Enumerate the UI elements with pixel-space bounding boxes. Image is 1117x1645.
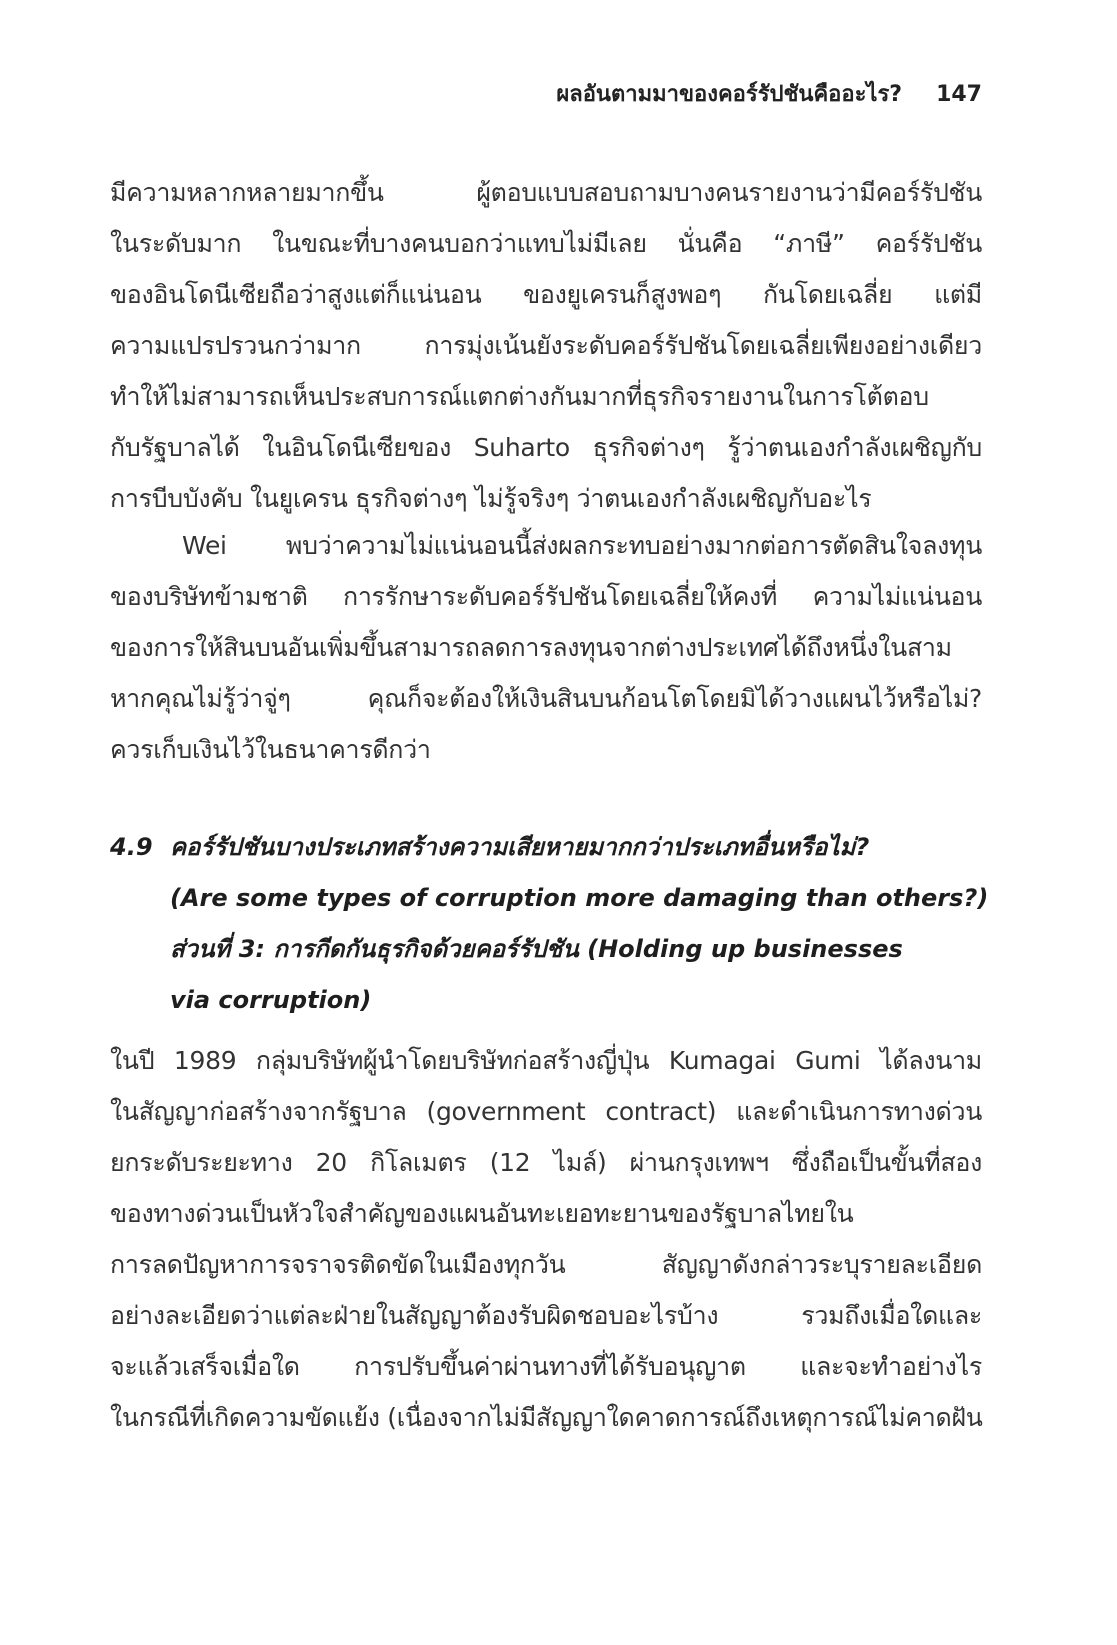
text-line: ทำให้ไม่สามารถเห็นประสบการณ์แตกต่างกันมากที่ธุรกิจรายงานในการโต้ตอบ (110, 382, 929, 411)
text-line: Wei พบว่าความไม่แน่นอนนี้ส่งผลกระทบอย่างมากต่อการตัดสินใจลงทุน (182, 531, 982, 560)
paragraph-2 (110, 520, 982, 775)
text-line: กับรัฐบาลได้ ในอินโดนีเซียของ Suharto ธุรกิจต่างๆ รู้ว่าตนเองกำลังเผชิญกับ (110, 433, 982, 462)
section-number: 4.9 (110, 833, 153, 861)
running-header (110, 76, 982, 111)
chapter-title: ผลอันตามมาของคอร์รัปชันคืออะไร? (556, 82, 903, 107)
text-line: การลดปัญหาการจราจรติดขัดในเมืองทุกวัน สัญญาดังกล่าวระบุรายละเอียด (110, 1250, 982, 1279)
text-line: ในระดับมาก ในขณะที่บางคนบอกว่าแทบไม่มีเลย นั่นคือ “ภาษี” คอร์รัปชัน (110, 229, 982, 258)
text-line: หากคุณไม่รู้ว่าจู่ๆ คุณก็จะต้องให้เงินสินบนก้อนโตโดยมิได้วางแผนไว้หรือไม่? (110, 684, 982, 713)
text-line: ในกรณีที่เกิดความขัดแย้ง (เนื่องจากไม่มีสัญญาใดคาดการณ์ถึงเหตุการณ์ไม่คาดฝัน (110, 1403, 983, 1432)
text-line: ในสัญญาก่อสร้างจากรัฐบาล (government contract) และดำเนินการทางด่วน (110, 1097, 982, 1126)
text-line: ของการให้สินบนอันเพิ่มขึ้นสามารถลดการลงทุนจากต่างประเทศได้ถึงหนึ่งในสาม (110, 633, 952, 662)
section-heading (110, 822, 989, 1026)
section-title-line: คอร์รัปชันบางประเภทสร้างความเสียหายมากกว่าประเภทอื่นหรือไม่? (170, 833, 870, 861)
text-line: ความแปรปรวนกว่ามาก การมุ่งเน้นยังระดับคอร์รัปชันโดยเฉลี่ยเพียงอย่างเดียว (110, 331, 982, 360)
text-line: มีความหลากหลายมากขึ้น ผู้ตอบแบบสอบถามบางคนรายงานว่ามีคอร์รัปชัน (110, 178, 982, 207)
text-line: ควรเก็บเงินไว้ในธนาคารดีกว่า (110, 735, 431, 764)
page-number: 147 (936, 82, 982, 107)
text-line: ยกระดับระยะทาง 20 กิโลเมตร (12 ไมล์) ผ่านกรุงเทพฯ ซึ่งถือเป็นขั้นที่สอง (110, 1148, 982, 1177)
section-heading-row (110, 975, 982, 1026)
text-line: ของอินโดนีเซียถือว่าสูงแต่ก็แน่นอน ของยูเครนก็สูงพอๆ กันโดยเฉลี่ย แต่มี (110, 280, 982, 309)
text-line: การบีบบังคับ ในยูเครน ธุรกิจต่างๆ ไม่รู้จริงๆ ว่าตนเองกำลังเผชิญกับอะไร (110, 484, 872, 513)
section-heading-row (110, 873, 989, 924)
section-title-line: ส่วนที่ 3: การกีดกันธุรกิจด้วยคอร์รัปชัน (Holding up businesses (170, 935, 903, 963)
text-line: อย่างละเอียดว่าแต่ละฝ่ายในสัญญาต้องรับผิดชอบอะไรบ้าง รวมถึงเมื่อใดและ (110, 1301, 982, 1330)
section-title-line: via corruption) (170, 986, 372, 1014)
text-line: ของบริษัทข้ามชาติ การรักษาระดับคอร์รัปชันโดยเฉลี่ยให้คงที่ ความไม่แน่นอน (110, 582, 982, 611)
paragraph-1 (110, 167, 982, 524)
text-line: ในปี 1989 กลุ่มบริษัทผู้นำโดยบริษัทก่อสร้างญี่ปุ่น Kumagai Gumi ได้ลงนาม (110, 1046, 982, 1075)
paragraph-3 (110, 1035, 982, 1443)
text-line: จะแล้วเสร็จเมื่อใด การปรับขึ้นค่าผ่านทางที่ได้รับอนุญาต และจะทำอย่างไร (110, 1352, 982, 1381)
section-heading-row (110, 924, 982, 975)
section-heading-row (110, 822, 982, 873)
text-line: ของทางด่วนเป็นหัวใจสำคัญของแผนอันทะเยอทะยานของรัฐบาลไทยใน (110, 1199, 854, 1228)
section-title-line: (Are some types of corruption more damaging than others?) (170, 884, 989, 912)
